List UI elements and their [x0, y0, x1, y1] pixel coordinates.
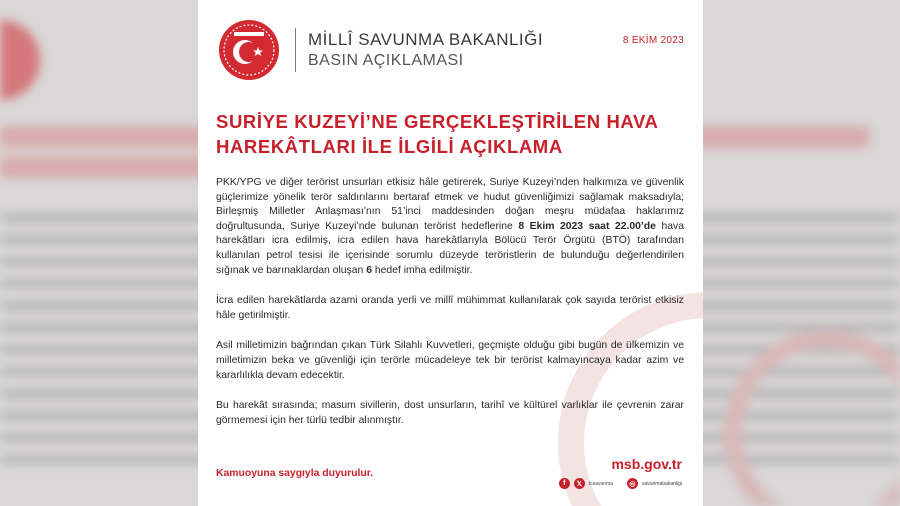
paragraph-3: Asil milletimizin bağrından çıkan Türk Silahlı Kuvvetleri, geçmişte olduğu gibi bugün de ülkemizin ve milletimizin beka ve güvenliği için terörle mücadeleye tek bir terörist kalmayıncaya kadar azim ve kararlılıkla devam edecektir. [216, 340, 684, 381]
website-link[interactable]: msb.gov.tr [611, 456, 682, 472]
paragraph-1 [216, 176, 684, 278]
paragraph-1-text-c: hedef imha edilmiştir. [371, 264, 473, 276]
operation-datetime: 8 Ekim 2023 saat 22.00’de [518, 220, 656, 232]
social-handle-tcsavunma[interactable]: tcsavunma [588, 480, 613, 487]
paragraph-4: Bu harekât sırasında; masum sivillerin, dost unsurların, tarihî ve kültürel varlıklar ile çevrenin zarar görmemesi için her türlü tedbir alınmıştır. [216, 400, 684, 426]
social-links [559, 478, 682, 489]
title-line-1: SURİYE KUZEYİ’NE GERÇEKLEŞTİRİLEN HAVA [216, 111, 659, 132]
ministry-emblem-icon [218, 19, 280, 81]
facebook-icon[interactable]: f [559, 478, 570, 489]
ministry-name: MİLLÎ SAVUNMA BAKANLIĞI [308, 30, 544, 49]
title-line-2: HAREKÂTLARI İLE İLGİLİ AÇIKLAMA [216, 136, 563, 157]
header-divider [295, 28, 296, 72]
social-handle-savunmabakanligi[interactable]: savunmabakanligi [641, 480, 682, 487]
blurred-emblem-shape [0, 20, 40, 100]
closing-line: Kamuoyuna saygıyla duyurulur. [216, 468, 374, 479]
paragraph-2: İcra edilen harekâtlarda azami oranda yerli ve millî mühimmat kullanılarak çok sayıda terörist etkisiz hâle getirilmiştir. [216, 295, 684, 321]
paragraph-1-text-b: hava harekâtları icra edilmiş, icra edilen hava harekâtlarıyla Bölücü Terör Örgütü (BTÖ) tarafından kullanılan petrol tesisi ile içerisinde sorumlu düzeyde teröristlerin de bulunduğu değerlendirilen sığınak ve barınaklardan oluşan [216, 220, 684, 276]
document-type: BASIN AÇIKLAMASI [308, 52, 464, 69]
paragraph-1-text-a: PKK/YPG ve diğer terörist unsurları etkisiz hâle getirerek, Suriye Kuzeyi’nden halkımıza ve güvenlik güçlerimize yönelik terör saldırılarını bertaraf etmek ve hudut güvenliğimizi sağlamak maksadıyla; Birleşmiş Milletler Anlaşması’nın 51’inci maddesinden doğan meşru müdafaa haklarımız doğrultusunda, Suriye Kuzeyi’nde bulunan terörist hedeflerine [216, 177, 684, 232]
statement-body [216, 176, 684, 444]
page-title [216, 109, 686, 159]
target-count: 6 [366, 264, 372, 276]
release-date: 8 EKİM 2023 [622, 35, 684, 46]
press-release-card [198, 0, 703, 506]
x-icon[interactable]: 𝕏 [574, 478, 585, 489]
instagram-icon[interactable]: ◎ [627, 478, 638, 489]
